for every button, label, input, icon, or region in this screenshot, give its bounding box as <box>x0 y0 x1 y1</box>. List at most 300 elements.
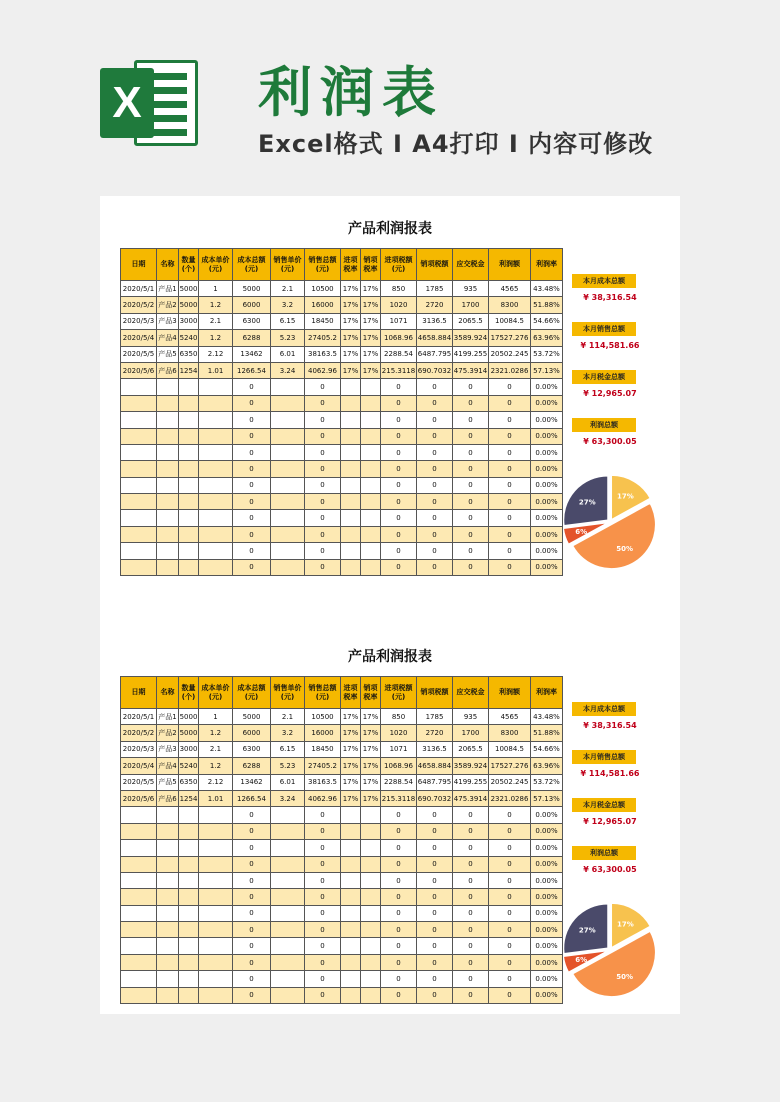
table-cell[interactable]: 3000 <box>179 741 199 757</box>
table-cell[interactable]: 4565 <box>489 709 531 725</box>
table-cell[interactable]: 0.00% <box>531 461 563 477</box>
table-cell[interactable]: 0 <box>233 510 271 526</box>
table-cell[interactable]: 38163.5 <box>305 346 341 362</box>
table-cell[interactable]: 16000 <box>305 725 341 741</box>
table-cell[interactable] <box>199 872 233 888</box>
table-cell[interactable]: 935 <box>453 709 489 725</box>
table-cell[interactable]: 53.72% <box>531 346 563 362</box>
table-cell[interactable]: 产品3 <box>157 741 179 757</box>
table-cell[interactable]: 13462 <box>233 346 271 362</box>
table-cell[interactable]: 0 <box>489 954 531 970</box>
table-cell[interactable] <box>157 543 179 559</box>
table-cell[interactable]: 0.00% <box>531 938 563 954</box>
table-cell[interactable]: 0 <box>305 807 341 823</box>
table-cell[interactable]: 3.2 <box>271 297 305 313</box>
table-cell[interactable]: 0 <box>417 971 453 987</box>
table-cell[interactable]: 5240 <box>179 330 199 346</box>
table-cell[interactable]: 27405.2 <box>305 330 341 346</box>
table-cell[interactable]: 6000 <box>233 725 271 741</box>
table-cell[interactable] <box>121 477 157 493</box>
table-cell[interactable]: 0 <box>453 872 489 888</box>
table-cell[interactable]: 0 <box>381 889 417 905</box>
table-cell[interactable] <box>199 922 233 938</box>
table-cell[interactable] <box>179 428 199 444</box>
table-cell[interactable]: 0 <box>453 526 489 542</box>
table-cell[interactable]: 17% <box>341 725 361 741</box>
table-cell[interactable] <box>199 543 233 559</box>
table-cell[interactable]: 0 <box>453 823 489 839</box>
table-cell[interactable] <box>121 987 157 1003</box>
table-cell[interactable] <box>157 807 179 823</box>
table-cell[interactable]: 5000 <box>179 725 199 741</box>
table-cell[interactable]: 18450 <box>305 741 341 757</box>
table-cell[interactable] <box>361 905 381 921</box>
table-cell[interactable] <box>157 428 179 444</box>
table-cell[interactable] <box>341 412 361 428</box>
table-cell[interactable]: 2020/5/3 <box>121 313 157 329</box>
table-cell[interactable] <box>341 543 361 559</box>
table-cell[interactable]: 1266.54 <box>233 790 271 806</box>
table-cell[interactable]: 1 <box>199 709 233 725</box>
table-cell[interactable] <box>271 905 305 921</box>
table-cell[interactable]: 产品5 <box>157 774 179 790</box>
table-cell[interactable]: 1020 <box>381 297 417 313</box>
table-cell[interactable]: 1068.96 <box>381 758 417 774</box>
table-cell[interactable]: 6487.795 <box>417 346 453 362</box>
table-cell[interactable]: 产品6 <box>157 362 179 378</box>
table-cell[interactable]: 3000 <box>179 313 199 329</box>
table-cell[interactable]: 0.00% <box>531 543 563 559</box>
table-cell[interactable]: 4062.96 <box>305 790 341 806</box>
table-cell[interactable] <box>179 872 199 888</box>
table-cell[interactable]: 10500 <box>305 281 341 297</box>
table-cell[interactable]: 0 <box>305 889 341 905</box>
table-cell[interactable]: 0 <box>305 954 341 970</box>
table-cell[interactable] <box>179 938 199 954</box>
table-cell[interactable] <box>271 938 305 954</box>
table-cell[interactable] <box>199 494 233 510</box>
table-cell[interactable] <box>121 526 157 542</box>
table-cell[interactable]: 0 <box>233 807 271 823</box>
table-cell[interactable]: 0 <box>305 922 341 938</box>
table-cell[interactable]: 17% <box>361 297 381 313</box>
table-cell[interactable]: 4658.884 <box>417 330 453 346</box>
table-cell[interactable]: 17% <box>341 297 361 313</box>
table-cell[interactable] <box>341 905 361 921</box>
table-cell[interactable]: 0.00% <box>531 823 563 839</box>
table-cell[interactable]: 850 <box>381 709 417 725</box>
table-cell[interactable]: 2020/5/1 <box>121 281 157 297</box>
table-cell[interactable]: 10084.5 <box>489 313 531 329</box>
table-cell[interactable]: 0 <box>453 971 489 987</box>
table-cell[interactable]: 17% <box>341 281 361 297</box>
table-cell[interactable]: 1700 <box>453 297 489 313</box>
table-cell[interactable]: 6.15 <box>271 741 305 757</box>
table-cell[interactable] <box>121 444 157 460</box>
table-cell[interactable]: 17% <box>361 790 381 806</box>
table-cell[interactable]: 0.00% <box>531 954 563 970</box>
table-cell[interactable] <box>361 954 381 970</box>
table-cell[interactable] <box>199 954 233 970</box>
table-cell[interactable] <box>341 922 361 938</box>
table-cell[interactable]: 6300 <box>233 741 271 757</box>
table-cell[interactable]: 产品2 <box>157 297 179 313</box>
table-cell[interactable] <box>121 543 157 559</box>
table-cell[interactable] <box>341 987 361 1003</box>
table-cell[interactable]: 0 <box>489 922 531 938</box>
table-cell[interactable] <box>271 395 305 411</box>
table-cell[interactable]: 0.00% <box>531 840 563 856</box>
table-cell[interactable]: 0 <box>453 559 489 575</box>
table-cell[interactable]: 0 <box>489 938 531 954</box>
table-cell[interactable]: 57.13% <box>531 790 563 806</box>
table-cell[interactable]: 0 <box>233 840 271 856</box>
table-cell[interactable]: 2020/5/6 <box>121 362 157 378</box>
table-cell[interactable] <box>361 526 381 542</box>
table-cell[interactable]: 1700 <box>453 725 489 741</box>
table-cell[interactable]: 16000 <box>305 297 341 313</box>
table-cell[interactable] <box>121 840 157 856</box>
table-cell[interactable]: 8300 <box>489 725 531 741</box>
table-cell[interactable]: 6.15 <box>271 313 305 329</box>
table-cell[interactable]: 0 <box>381 428 417 444</box>
table-cell[interactable] <box>199 395 233 411</box>
table-cell[interactable]: 63.96% <box>531 758 563 774</box>
table-cell[interactable]: 5000 <box>233 281 271 297</box>
table-cell[interactable]: 0 <box>417 938 453 954</box>
table-cell[interactable]: 6000 <box>233 297 271 313</box>
table-cell[interactable]: 产品4 <box>157 758 179 774</box>
table-cell[interactable]: 0 <box>381 987 417 1003</box>
table-cell[interactable] <box>179 987 199 1003</box>
table-cell[interactable]: 54.66% <box>531 313 563 329</box>
table-cell[interactable]: 产品1 <box>157 709 179 725</box>
table-cell[interactable]: 17% <box>361 346 381 362</box>
table-cell[interactable] <box>271 510 305 526</box>
table-cell[interactable] <box>199 477 233 493</box>
table-cell[interactable]: 2720 <box>417 725 453 741</box>
table-cell[interactable]: 17% <box>361 313 381 329</box>
table-cell[interactable]: 17% <box>341 346 361 362</box>
table-cell[interactable] <box>121 379 157 395</box>
table-cell[interactable] <box>179 971 199 987</box>
table-cell[interactable]: 0 <box>233 987 271 1003</box>
table-cell[interactable]: 0 <box>453 889 489 905</box>
table-cell[interactable]: 0 <box>489 412 531 428</box>
table-cell[interactable]: 3.24 <box>271 362 305 378</box>
table-cell[interactable] <box>341 379 361 395</box>
table-cell[interactable]: 2.1 <box>271 281 305 297</box>
table-cell[interactable] <box>271 477 305 493</box>
table-cell[interactable] <box>361 807 381 823</box>
table-cell[interactable]: 2020/5/4 <box>121 330 157 346</box>
table-cell[interactable] <box>271 543 305 559</box>
table-cell[interactable]: 0 <box>381 954 417 970</box>
table-cell[interactable]: 0 <box>417 954 453 970</box>
table-cell[interactable]: 3589.924 <box>453 330 489 346</box>
table-cell[interactable]: 27405.2 <box>305 758 341 774</box>
table-cell[interactable]: 1.01 <box>199 790 233 806</box>
table-cell[interactable]: 5000 <box>179 281 199 297</box>
table-cell[interactable]: 0 <box>417 461 453 477</box>
table-cell[interactable]: 0 <box>381 807 417 823</box>
table-cell[interactable]: 2720 <box>417 297 453 313</box>
table-cell[interactable]: 产品2 <box>157 725 179 741</box>
table-cell[interactable] <box>341 559 361 575</box>
table-cell[interactable]: 1785 <box>417 281 453 297</box>
table-cell[interactable]: 0.00% <box>531 477 563 493</box>
table-cell[interactable]: 0 <box>453 477 489 493</box>
table-cell[interactable] <box>361 872 381 888</box>
table-cell[interactable]: 产品6 <box>157 790 179 806</box>
table-cell[interactable]: 0 <box>381 922 417 938</box>
table-cell[interactable]: 0 <box>453 905 489 921</box>
table-cell[interactable] <box>121 823 157 839</box>
table-cell[interactable]: 0 <box>417 395 453 411</box>
table-cell[interactable] <box>271 840 305 856</box>
table-cell[interactable] <box>157 444 179 460</box>
table-cell[interactable] <box>157 559 179 575</box>
table-cell[interactable]: 0 <box>233 379 271 395</box>
table-cell[interactable]: 0 <box>417 872 453 888</box>
table-cell[interactable]: 17% <box>341 313 361 329</box>
table-cell[interactable] <box>361 379 381 395</box>
table-cell[interactable] <box>361 889 381 905</box>
table-cell[interactable]: 0.00% <box>531 428 563 444</box>
table-cell[interactable]: 6487.795 <box>417 774 453 790</box>
table-cell[interactable] <box>361 461 381 477</box>
table-cell[interactable]: 0.00% <box>531 872 563 888</box>
table-cell[interactable]: 2065.5 <box>453 741 489 757</box>
table-cell[interactable]: 0.00% <box>531 494 563 510</box>
table-cell[interactable]: 0 <box>305 494 341 510</box>
table-cell[interactable]: 0 <box>381 905 417 921</box>
table-cell[interactable] <box>341 395 361 411</box>
table-cell[interactable]: 0 <box>489 444 531 460</box>
table-cell[interactable]: 0 <box>489 526 531 542</box>
table-cell[interactable]: 2020/5/5 <box>121 346 157 362</box>
table-cell[interactable]: 20502.245 <box>489 774 531 790</box>
table-cell[interactable] <box>121 954 157 970</box>
table-cell[interactable]: 0 <box>381 823 417 839</box>
table-cell[interactable] <box>271 461 305 477</box>
table-cell[interactable]: 53.72% <box>531 774 563 790</box>
table-cell[interactable]: 0 <box>305 559 341 575</box>
table-cell[interactable] <box>341 954 361 970</box>
table-cell[interactable] <box>179 889 199 905</box>
table-cell[interactable] <box>199 971 233 987</box>
table-cell[interactable] <box>271 494 305 510</box>
table-cell[interactable] <box>361 444 381 460</box>
table-cell[interactable]: 5000 <box>179 709 199 725</box>
table-cell[interactable] <box>341 428 361 444</box>
table-cell[interactable] <box>157 889 179 905</box>
table-cell[interactable]: 2065.5 <box>453 313 489 329</box>
table-cell[interactable]: 17% <box>341 741 361 757</box>
table-cell[interactable] <box>361 840 381 856</box>
table-cell[interactable] <box>199 987 233 1003</box>
table-cell[interactable]: 17527.276 <box>489 758 531 774</box>
table-cell[interactable]: 0 <box>381 461 417 477</box>
table-cell[interactable]: 3.24 <box>271 790 305 806</box>
table-cell[interactable]: 1071 <box>381 313 417 329</box>
table-cell[interactable]: 1.2 <box>199 297 233 313</box>
table-cell[interactable]: 2020/5/6 <box>121 790 157 806</box>
table-cell[interactable] <box>157 526 179 542</box>
table-cell[interactable] <box>157 510 179 526</box>
table-cell[interactable]: 0 <box>305 823 341 839</box>
table-cell[interactable]: 0 <box>489 807 531 823</box>
table-cell[interactable]: 产品5 <box>157 346 179 362</box>
table-cell[interactable]: 0 <box>305 510 341 526</box>
table-cell[interactable]: 0 <box>417 526 453 542</box>
table-cell[interactable] <box>361 559 381 575</box>
table-cell[interactable] <box>179 510 199 526</box>
table-cell[interactable] <box>179 395 199 411</box>
table-cell[interactable] <box>121 494 157 510</box>
table-cell[interactable]: 0 <box>417 543 453 559</box>
table-cell[interactable]: 0 <box>417 428 453 444</box>
table-cell[interactable]: 3589.924 <box>453 758 489 774</box>
table-cell[interactable]: 0.00% <box>531 526 563 542</box>
table-cell[interactable] <box>271 428 305 444</box>
table-cell[interactable] <box>121 461 157 477</box>
table-cell[interactable]: 0 <box>305 461 341 477</box>
table-cell[interactable]: 4658.884 <box>417 758 453 774</box>
table-cell[interactable]: 0 <box>381 840 417 856</box>
table-cell[interactable]: 1266.54 <box>233 362 271 378</box>
table-cell[interactable]: 0 <box>233 494 271 510</box>
table-cell[interactable] <box>179 856 199 872</box>
table-cell[interactable] <box>121 856 157 872</box>
table-cell[interactable] <box>157 971 179 987</box>
table-cell[interactable]: 690.7032 <box>417 790 453 806</box>
table-cell[interactable] <box>271 872 305 888</box>
table-cell[interactable] <box>121 559 157 575</box>
table-cell[interactable]: 0 <box>305 379 341 395</box>
table-cell[interactable]: 0 <box>453 461 489 477</box>
table-cell[interactable] <box>157 494 179 510</box>
table-cell[interactable]: 2020/5/1 <box>121 709 157 725</box>
table-cell[interactable] <box>361 412 381 428</box>
table-cell[interactable] <box>341 526 361 542</box>
table-cell[interactable] <box>361 987 381 1003</box>
table-cell[interactable] <box>199 856 233 872</box>
table-cell[interactable]: 1785 <box>417 709 453 725</box>
table-cell[interactable] <box>157 395 179 411</box>
table-cell[interactable] <box>199 889 233 905</box>
table-cell[interactable] <box>341 872 361 888</box>
table-cell[interactable]: 17% <box>341 790 361 806</box>
table-cell[interactable]: 43.48% <box>531 709 563 725</box>
table-cell[interactable]: 0 <box>305 987 341 1003</box>
table-cell[interactable]: 0 <box>489 987 531 1003</box>
table-cell[interactable]: 0 <box>305 971 341 987</box>
table-cell[interactable] <box>157 856 179 872</box>
table-cell[interactable]: 475.3914 <box>453 362 489 378</box>
table-cell[interactable]: 0.00% <box>531 987 563 1003</box>
table-cell[interactable]: 0.00% <box>531 510 563 526</box>
table-cell[interactable]: 0 <box>233 559 271 575</box>
table-cell[interactable]: 0 <box>417 494 453 510</box>
table-cell[interactable]: 51.88% <box>531 725 563 741</box>
table-cell[interactable]: 0 <box>305 856 341 872</box>
table-cell[interactable]: 4062.96 <box>305 362 341 378</box>
table-cell[interactable]: 0 <box>489 543 531 559</box>
table-cell[interactable] <box>271 807 305 823</box>
table-cell[interactable] <box>199 807 233 823</box>
table-cell[interactable]: 0 <box>233 889 271 905</box>
table-cell[interactable]: 10084.5 <box>489 741 531 757</box>
table-cell[interactable]: 0 <box>417 444 453 460</box>
table-cell[interactable]: 17% <box>361 281 381 297</box>
table-cell[interactable]: 2321.0286 <box>489 362 531 378</box>
table-cell[interactable]: 17% <box>341 758 361 774</box>
table-cell[interactable]: 1.01 <box>199 362 233 378</box>
table-cell[interactable]: 3136.5 <box>417 313 453 329</box>
table-cell[interactable] <box>271 823 305 839</box>
table-cell[interactable] <box>157 477 179 493</box>
table-cell[interactable] <box>341 889 361 905</box>
table-cell[interactable]: 2020/5/5 <box>121 774 157 790</box>
table-cell[interactable] <box>199 412 233 428</box>
table-cell[interactable] <box>361 938 381 954</box>
table-cell[interactable]: 0 <box>305 526 341 542</box>
table-cell[interactable]: 0 <box>489 823 531 839</box>
table-cell[interactable]: 215.3118 <box>381 362 417 378</box>
table-cell[interactable] <box>271 922 305 938</box>
table-cell[interactable]: 2020/5/2 <box>121 725 157 741</box>
table-cell[interactable]: 0 <box>489 510 531 526</box>
table-cell[interactable]: 0 <box>453 807 489 823</box>
table-cell[interactable]: 2288.54 <box>381 774 417 790</box>
table-cell[interactable]: 0 <box>453 938 489 954</box>
table-cell[interactable]: 2.12 <box>199 346 233 362</box>
table-cell[interactable]: 1.2 <box>199 758 233 774</box>
table-cell[interactable]: 1 <box>199 281 233 297</box>
table-cell[interactable]: 0 <box>417 510 453 526</box>
table-cell[interactable]: 0 <box>489 971 531 987</box>
table-cell[interactable] <box>199 510 233 526</box>
table-cell[interactable]: 6288 <box>233 758 271 774</box>
table-cell[interactable] <box>121 938 157 954</box>
table-cell[interactable]: 0 <box>417 412 453 428</box>
table-cell[interactable] <box>179 379 199 395</box>
table-cell[interactable] <box>121 872 157 888</box>
table-cell[interactable]: 4565 <box>489 281 531 297</box>
table-cell[interactable] <box>121 905 157 921</box>
table-cell[interactable] <box>199 840 233 856</box>
table-cell[interactable] <box>271 856 305 872</box>
table-cell[interactable] <box>361 971 381 987</box>
table-cell[interactable]: 0 <box>305 477 341 493</box>
table-cell[interactable]: 0 <box>489 889 531 905</box>
table-cell[interactable]: 0 <box>305 905 341 921</box>
table-cell[interactable] <box>199 938 233 954</box>
table-cell[interactable]: 0 <box>453 856 489 872</box>
table-cell[interactable] <box>341 494 361 510</box>
table-cell[interactable]: 0 <box>489 379 531 395</box>
table-cell[interactable]: 1020 <box>381 725 417 741</box>
table-cell[interactable]: 2020/5/2 <box>121 297 157 313</box>
table-cell[interactable]: 0 <box>489 872 531 888</box>
table-cell[interactable]: 0 <box>381 412 417 428</box>
table-cell[interactable] <box>271 889 305 905</box>
table-cell[interactable]: 0 <box>489 461 531 477</box>
table-cell[interactable]: 0 <box>233 905 271 921</box>
table-cell[interactable]: 0 <box>417 905 453 921</box>
table-cell[interactable] <box>179 559 199 575</box>
